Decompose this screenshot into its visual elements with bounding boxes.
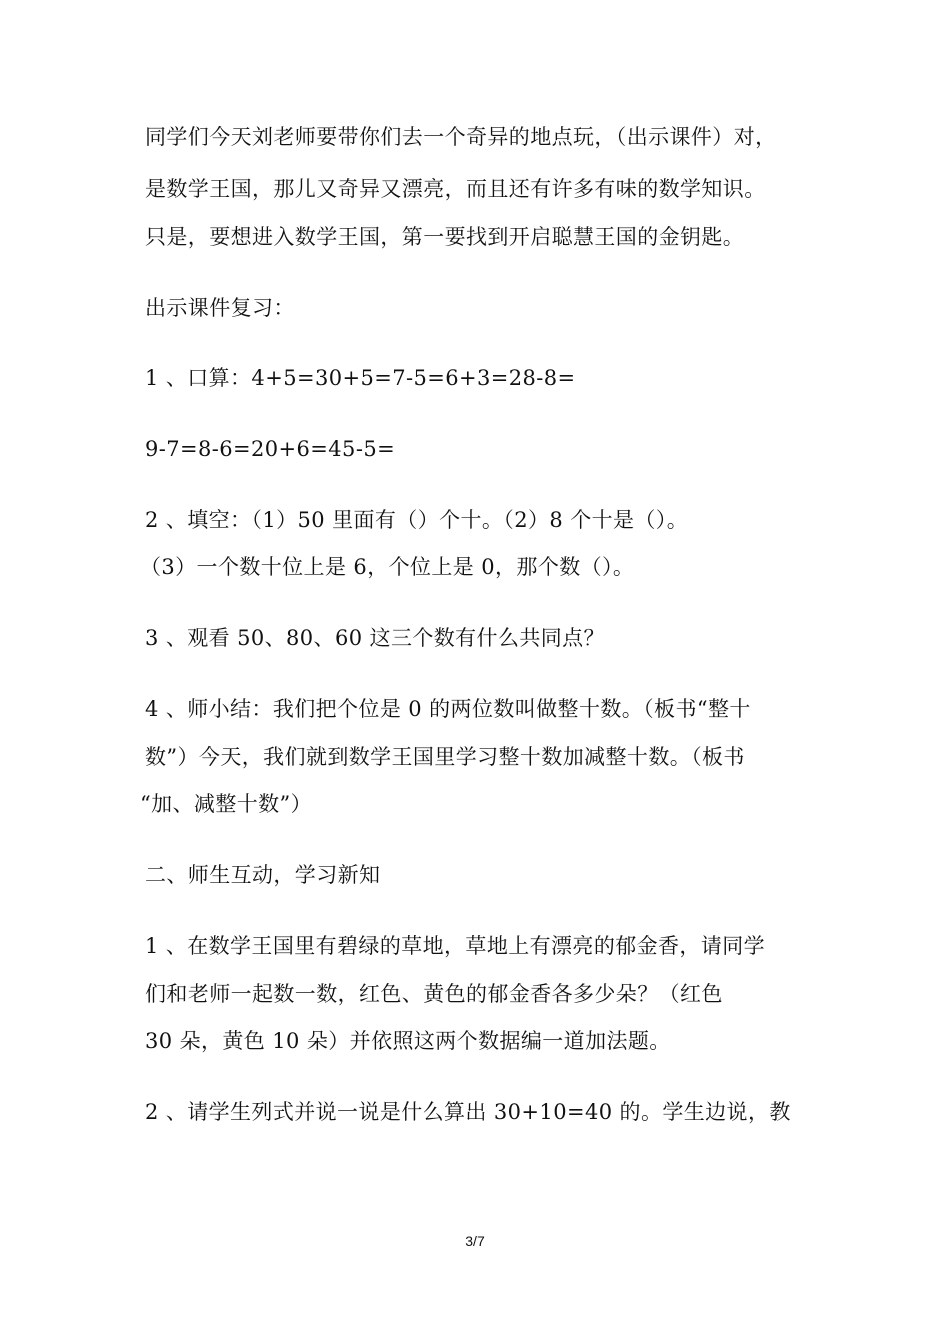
paragraph-line: 30 朵，黄色 10 朵）并依照这两个数据编一道加法题。 — [145, 1029, 671, 1053]
exercise-line: （3）一个数十位上是 6，个位上是 0，那个数（）。 — [140, 555, 635, 579]
exercise-line: 数”）今天，我们就到数学王国里学习整十数加减整十数。（板书 — [145, 745, 745, 769]
section-label: 出示课件复习： — [145, 296, 295, 320]
paragraph-line: 同学们今天刘老师要带你们去一个奇异的地点玩，（出示课件）对， — [145, 125, 777, 149]
paragraph-line: 2 、请学生列式并说一说是什么算出 30+10=40 的。学生边说，教 — [145, 1100, 791, 1124]
exercise-line: “加、减整十数”） — [140, 792, 313, 816]
section-heading: 二、师生互动，学习新知 — [145, 863, 381, 887]
paragraph-line: 们和老师一起数一数，红色、黄色的郁金香各多少朵？（红色 — [145, 982, 723, 1006]
paragraph-line: 只是，要想进入数学王国，第一要找到开启聪慧王国的金钥匙。 — [145, 225, 745, 249]
exercise-line: 9-7=8-6=20+6=45-5= — [145, 437, 396, 461]
page-number: 3/7 — [465, 1233, 485, 1249]
paragraph-line: 1 、在数学王国里有碧绿的草地，草地上有漂亮的郁金香，请同学 — [145, 934, 766, 958]
exercise-line: 1 、口算：4+5=30+5=7-5=6+3=28-8= — [145, 366, 576, 390]
exercise-line: 4 、师小结：我们把个位是 0 的两位数叫做整十数。（板书“整十 — [145, 697, 751, 721]
exercise-line: 3 、观看 50、80、60 这三个数有什么共同点？ — [145, 626, 605, 650]
exercise-line: 2 、填空：（1）50 里面有（）个十。（2）8 个十是（）。 — [145, 508, 689, 532]
paragraph-line: 是数学王国，那儿又奇异又漂亮，而且还有许多有味的数学知识。 — [145, 177, 766, 201]
